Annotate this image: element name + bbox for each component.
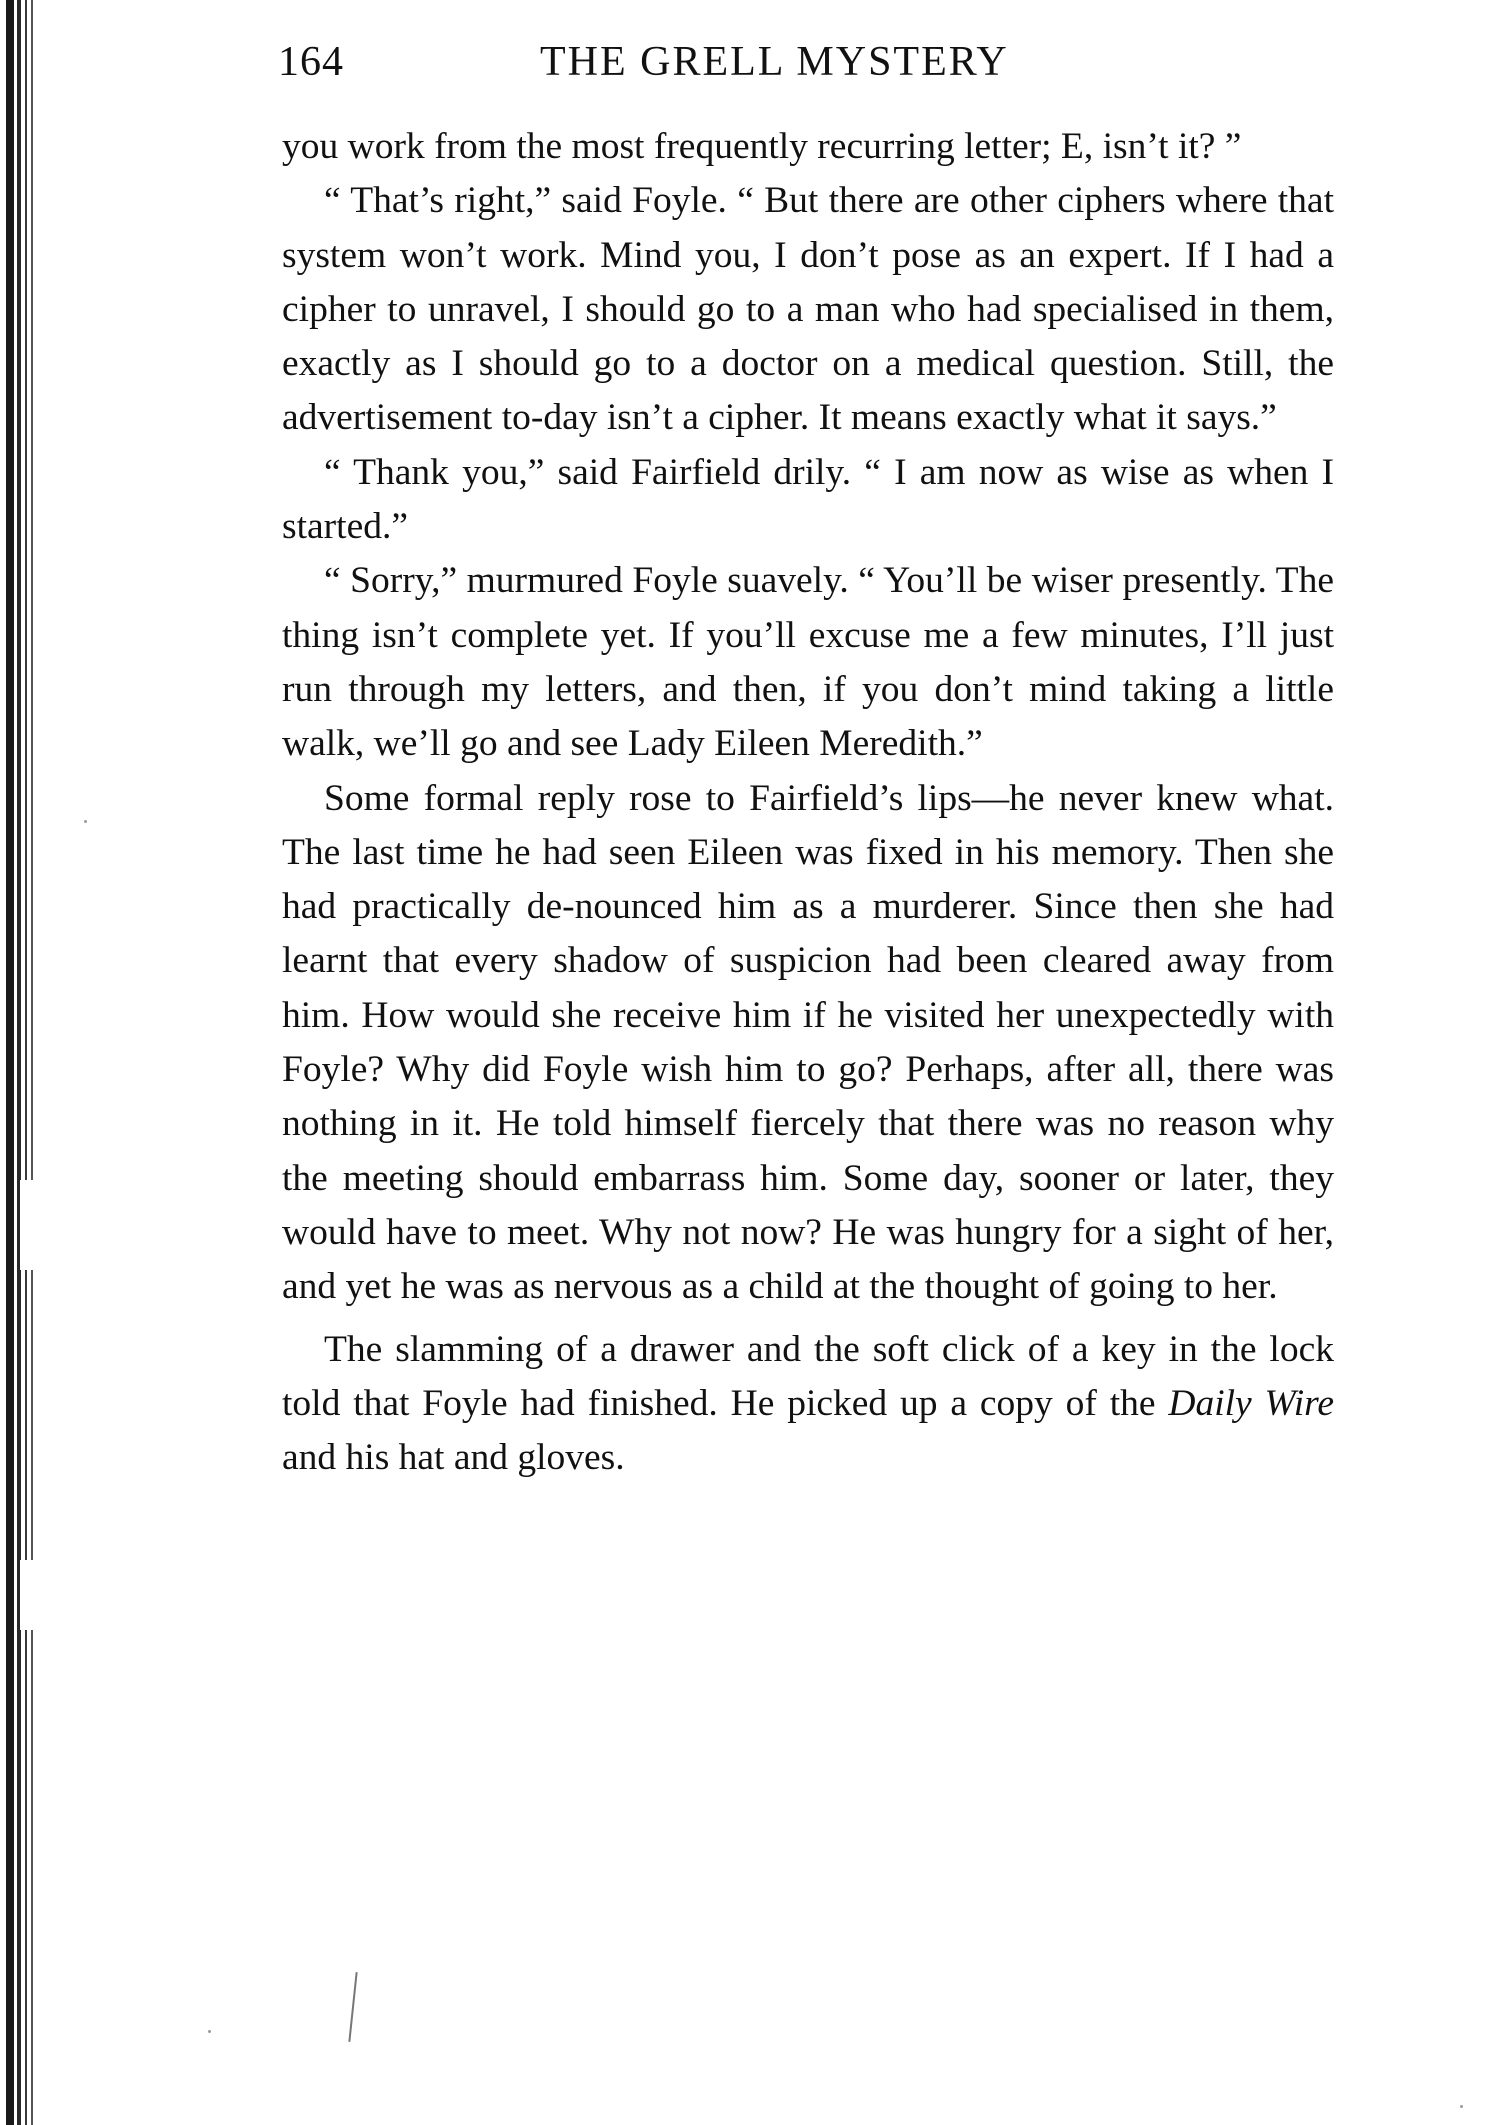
paragraph: you work from the most frequently recurring letter; E, isn’t it? ” — [282, 126, 1242, 167]
body-text — [282, 120, 1334, 1485]
paragraph: “ Thank you,” said Fairfield drily. “ I am now as wise as when I started.” — [282, 451, 1334, 548]
binding-gap — [20, 1180, 40, 1270]
page-header — [278, 38, 1338, 94]
print-speck — [208, 2030, 211, 2033]
print-speck — [1460, 2105, 1463, 2108]
print-scratch — [348, 1972, 357, 2042]
print-speck — [84, 820, 87, 823]
paragraph: Some formal reply rose to Fairfield’s lips—he never knew what. The last time he had seen Eileen was fixed in his memory. Then she had practically de-nounced him as a murderer. Since then she had learnt that every shadow of suspicion had been cleared away from him. How would she receive him if he visited her unexpectedly with Foyle? Why did Foyle wish him to go? Perhaps, after all, there was nothing in it. He told himself fiercely that there was no reason why the meeting should embarrass him. Some day, sooner or later, they would have to meet. Why not now? He was hungry for a sight of her, and yet he was as nervous as a child at the thought of going to her. — [282, 777, 1334, 1308]
running-title: THE GRELL MYSTERY — [540, 39, 1009, 85]
paragraph: “ That’s right,” said Foyle. “ But there are other ciphers where that system won’t work. Mind you, I don’t pose as an expert. If I had a cipher to unravel, I should go to a man who had specialised in them, exactly as I should go to a doctor on a medical question. Still, the advertisement to-day isn’t a cipher. It means exactly what it says.” — [282, 180, 1334, 439]
binding-gap — [20, 1560, 40, 1630]
paragraph-text: and his hat and gloves. — [282, 1437, 625, 1479]
binding-edge — [0, 0, 46, 2125]
paragraph: “ Sorry,” murmured Foyle suavely. “ You’ll be wiser presently. The thing isn’t complete yet. If you’ll excuse me a few minutes, I’ll just run through my letters, and then, if you don’t mind taking a little walk, we’ll go and see Lady Eileen Meredith.” — [282, 560, 1334, 765]
page-number: 164 — [278, 39, 344, 85]
paragraph — [282, 1323, 1334, 1486]
newspaper-title: Daily Wire — [1168, 1382, 1334, 1424]
paragraph-text: The slamming of a drawer and the soft click of a key in the lock told that Foyle had finished. He picked up a copy of the — [282, 1328, 1334, 1424]
